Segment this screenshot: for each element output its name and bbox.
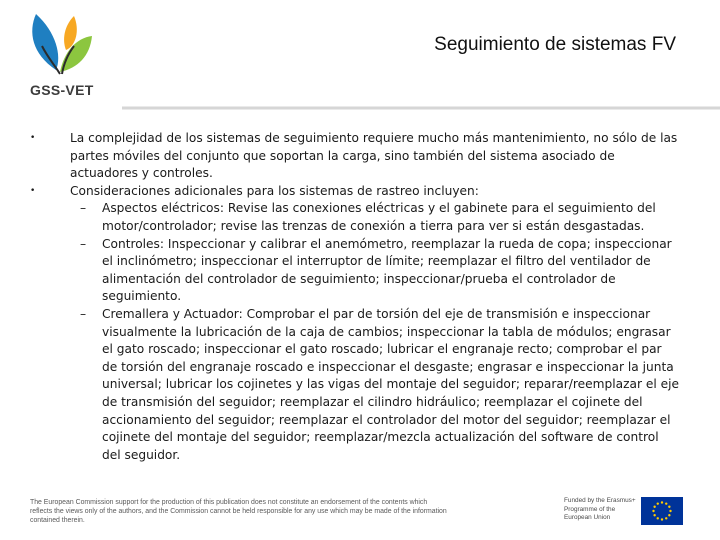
sub-bullet-item xyxy=(70,200,680,235)
funded-by-label: Funded by the Erasmus+ Programme of the European Union xyxy=(564,497,636,522)
bullet-item xyxy=(30,183,680,465)
dash-icon: – xyxy=(80,201,87,216)
logo-text: GSS-VET xyxy=(30,82,94,98)
dash-icon: – xyxy=(80,236,87,251)
sub-bullet-text: Aspectos eléctricos: Revise las conexiones eléctricas y el gabinete para el seguimiento del motor/controlador; revise las trenzas de conexión a tierra para ver si están desgastadas. xyxy=(102,201,656,233)
sub-bullet-text: Controles: Inspeccionar y calibrar el anemómetro, reemplazar la rueda de copa; inspeccionar el inclinómetro; inspeccionar el interruptor de límite; reemplazar el filtro del ventilador de alimentación del controlador de seguimiento; inspeccionar/prueba el controlador de seguimiento. xyxy=(102,236,672,304)
slide-content xyxy=(30,130,680,464)
bullet-icon: • xyxy=(30,133,36,143)
bullet-text: Consideraciones adicionales para los sistemas de rastreo incluyen: xyxy=(70,183,479,198)
bullet-item xyxy=(30,130,680,183)
sub-bullet-item xyxy=(70,236,680,306)
dash-icon: – xyxy=(80,306,87,321)
sub-bullet-item xyxy=(70,306,680,464)
bullet-text: La complejidad de los sistemas de seguimiento requiere mucho más mantenimiento, no sólo de las partes móviles del conjunto que soportan la carga, sino también del sistema asociado de actuadores y controles. xyxy=(70,131,678,181)
sub-bullet-text: Cremallera y Actuador: Comprobar el par de torsión del eje de transmisión e inspeccionar visualmente la lubricación de la caja de cambios; inspeccionar la tabla de módulos; engrasar el gato roscado; inspeccionar el gato roscado; lubricar el engranaje recto; comprobar el par de torsión del engranaje roscado e inspeccionar el desgaste; engrasar e inspeccionar la junta universal; lubricar los cojinetes y las vigas del montaje del seguidor; reparar/reemplazar el eje de transmisión del seguidor; reemplazar el cilindro hidráulico; reemplazar el cojinete del accionamiento del seguidor; reemplazar el controlador del motor del seguidor; reemplazar el cojinete del montaje del seguidor; reemplazar/mezcla actualización del software de control del seguidor. xyxy=(102,306,680,462)
footer-disclaimer: The European Commission support for the production of this publication does not constitute an endorsement of the contents which reflects the views only of the authors, and the Commission cannot be held responsible for any use which may be made of the information contained therein. xyxy=(30,499,447,524)
header-divider xyxy=(122,70,720,110)
eu-flag-icon xyxy=(641,497,683,525)
bullet-icon: • xyxy=(30,185,36,196)
slide-title: Seguimiento de sistemas FV xyxy=(434,34,676,55)
